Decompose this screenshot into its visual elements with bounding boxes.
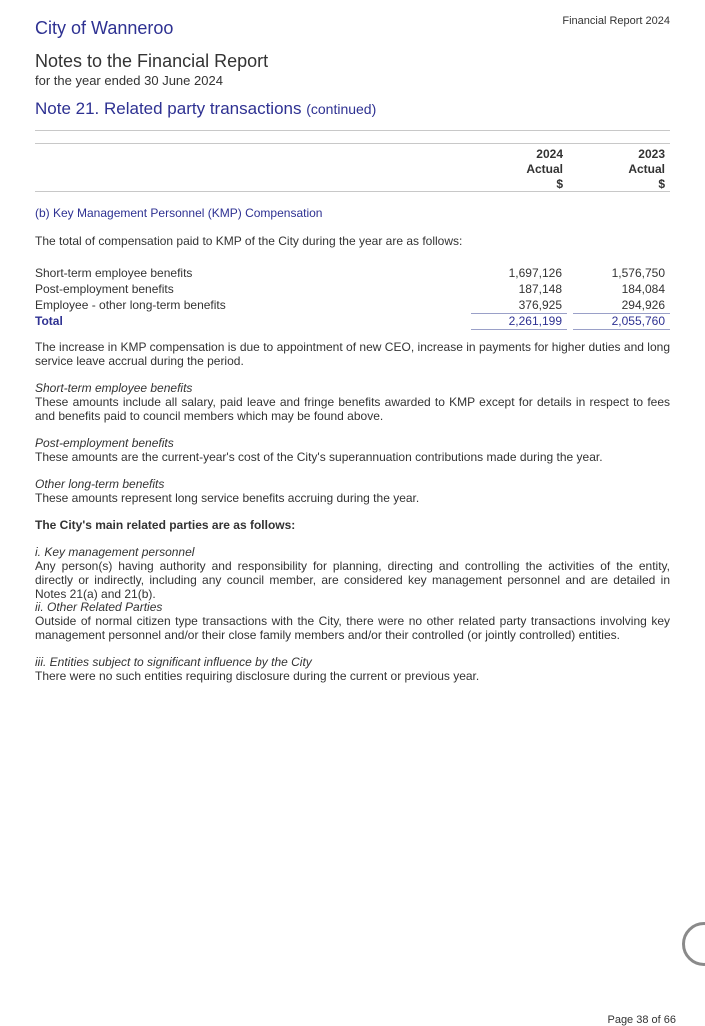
note-title: iii. Entities subject to significant influence by the City — [35, 655, 312, 669]
section-heading: (b) Key Management Personnel (KMP) Compensation — [35, 206, 323, 220]
note-title: Short-term employee benefits — [35, 381, 193, 395]
increase-paragraph: The increase in KMP compensation is due to appointment of new CEO, increase in payments for higher duties and long service leave accrual during the period. — [35, 340, 670, 368]
note-body: These amounts include all salary, paid leave and fringe benefits awarded to KMP except for details in respect to fees and benefits paid to council members which may be found above. — [35, 395, 670, 423]
column-basis: Actual — [628, 162, 665, 176]
note-body: Outside of normal citizen type transactions with the City, there were no other related party transactions involving key management personnel and/or their close family members and/or their controlled (or jointly controlled) entities. — [35, 614, 670, 642]
table-row — [35, 282, 670, 298]
column-basis: Actual — [526, 162, 563, 176]
page-subtitle: for the year ended 30 June 2024 — [35, 73, 223, 88]
total-value-2023: 2,055,760 — [611, 314, 665, 328]
post-employment-note — [35, 436, 670, 464]
column-header-2024 — [493, 147, 563, 192]
row-value-2024: 376,925 — [518, 298, 562, 312]
organisation-name: City of Wanneroo — [35, 18, 174, 38]
divider — [35, 130, 670, 131]
note-heading-text: Note 21. Related party transactions — [35, 99, 302, 118]
row-value-2023: 1,576,750 — [611, 266, 665, 280]
note-title: i. Key management personnel — [35, 545, 195, 559]
note-body: Any person(s) having authority and responsibility for planning, directing and controlling the activities of the entity, directly or indirectly, including any council member, are considered key management personnel and are detailed in Notes 21(a) and 21(b). — [35, 559, 670, 601]
column-year: 2023 — [638, 147, 665, 161]
row-value-2023: 294,926 — [621, 298, 665, 312]
row-value-2024: 187,148 — [518, 282, 562, 296]
note-continued: (continued) — [306, 101, 377, 117]
entities-note — [35, 655, 670, 683]
total-label: Total — [35, 314, 63, 328]
table-header-rule — [35, 191, 670, 192]
kmp-party-note — [35, 545, 670, 601]
row-label: Employee - other long-term benefits — [35, 298, 226, 312]
page-number: Page 38 of 66 — [607, 1014, 676, 1026]
seal-icon — [682, 922, 705, 966]
note-body: These amounts represent long service benefits accruing during the year. — [35, 491, 420, 505]
table-total-row — [35, 314, 670, 330]
other-long-term-note — [35, 477, 670, 505]
row-value-2023: 184,084 — [621, 282, 665, 296]
note-title: ii. Other Related Parties — [35, 600, 163, 614]
intro-text: The total of compensation paid to KMP of the City during the year are as follows: — [35, 234, 463, 248]
related-parties-heading: The City's main related parties are as follows: — [35, 518, 296, 532]
note-title: Other long-term benefits — [35, 477, 165, 491]
column-unit: $ — [556, 177, 563, 191]
row-label: Short-term employee benefits — [35, 266, 193, 280]
total-bottom-rule-2023 — [573, 329, 670, 330]
total-bottom-rule-2024 — [471, 329, 567, 330]
total-value-2024: 2,261,199 — [508, 314, 562, 328]
note-body: These amounts are the current-year's cost of the City's superannuation contributions made during the year. — [35, 450, 603, 464]
table-row — [35, 266, 670, 282]
page-title: Notes to the Financial Report — [35, 51, 269, 71]
short-term-note — [35, 381, 670, 423]
column-unit: $ — [658, 177, 665, 191]
note-body: There were no such entities requiring disclosure during the current or previous year. — [35, 669, 480, 683]
column-header-2023 — [595, 147, 665, 192]
row-value-2024: 1,697,126 — [508, 266, 562, 280]
report-label: Financial Report 2024 — [562, 15, 670, 27]
table-row — [35, 298, 670, 314]
other-related-parties-note — [35, 600, 670, 642]
table-top-rule — [35, 143, 670, 144]
column-year: 2024 — [536, 147, 563, 161]
note-title: Post-employment benefits — [35, 436, 174, 450]
note-heading — [35, 99, 376, 119]
row-label: Post-employment benefits — [35, 282, 174, 296]
